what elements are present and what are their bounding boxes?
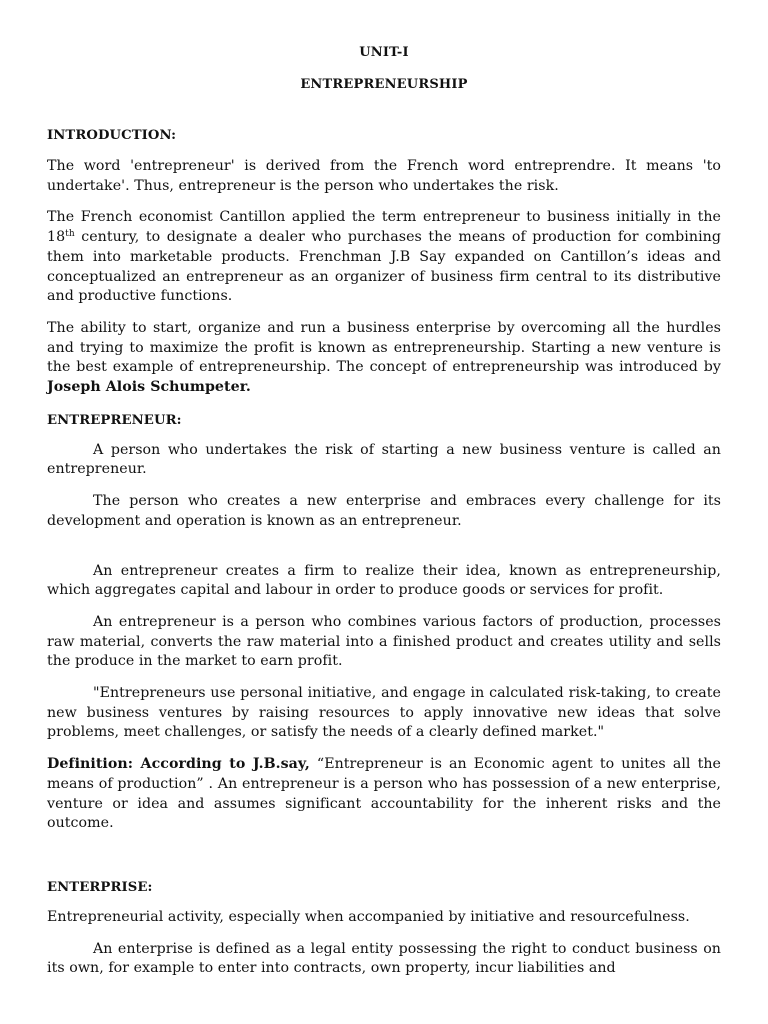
intro-paragraph-3: The ability to start, organize and run a business enterprise by overcoming all the hurdles and trying to maximize the profit is known as entrepreneurship. Starting a new venture is the best example of entrepreneurship. The concept of entrepreneurship was introduced by Joseph Alois Schumpeter.	[47, 319, 721, 396]
enterprise-paragraph-2: An enterprise is defined as a legal entity possessing the right to conduct business on its own, for example to enter into contracts, own property, incur liabilities and	[47, 940, 721, 977]
entrepreneur-quote: "Entrepreneurs use personal initiative, and engage in calculated risk-taking, to create new business ventures by raising resources to apply innovative new ideas that solve problems, meet challenges, or satisfy the needs of a clearly defined market."	[47, 685, 721, 741]
entrepreneur-paragraph-1: A person who undertakes the risk of starting a new business venture is called an entrepreneur.	[47, 441, 721, 478]
intro-paragraph-1: The word 'entrepreneur' is derived from the French word entreprendre. It means 'to undertake'. Thus, entrepreneur is the person who undertakes the risk.	[47, 158, 721, 194]
introduction-heading: INTRODUCTION:	[47, 128, 177, 143]
document-page	[47, 40, 721, 979]
intro-paragraph-2: The French economist Cantillon applied the term entrepreneur to business initially in the 18th century, to designate a dealer who purchases the means of production for combining them into marketable products. Frenchman J.B Say expanded on Cantillon’s ideas and conceptualized an entrepreneur as an organizer of business firm central to its distributive and productive functions.	[47, 209, 721, 305]
entrepreneur-heading: ENTREPRENEUR:	[47, 412, 182, 428]
superscript-th: th	[65, 229, 75, 240]
entrepreneur-paragraph-4: An entrepreneur is a person who combines various factors of production, processes raw material, converts the raw material into a finished product and creates utility and sells the produce in the market to earn profit.	[47, 613, 721, 670]
enterprise-heading: ENTERPRISE:	[47, 879, 153, 895]
entrepreneur-paragraph-3: An entrepreneur creates a firm to realize their idea, known as entrepreneurship, which aggregates capital and labour in order to produce goods or services for profit.	[47, 562, 721, 599]
document-title: ENTREPRENEURSHIP	[300, 77, 468, 92]
entrepreneur-paragraph-2: The person who creates a new enterprise and embraces every challenge for its development and operation is known as an entrepreneur.	[47, 493, 721, 529]
schumpeter-name: Joseph Alois Schumpeter.	[47, 379, 251, 396]
definition-label: Definition: According to J.B.say,	[47, 756, 310, 773]
enterprise-paragraph-1: Entrepreneurial activity, especially when accompanied by initiative and resourcefulness.	[47, 908, 690, 925]
unit-title: UNIT-I	[359, 45, 409, 60]
definition-paragraph: Definition: According to J.B.say, “Entrepreneur is an Economic agent to unites all the means of production” . An entrepreneur is a person who has possession of a new enterprise, venture or idea and assumes significant accountability for the inherent risks and the outcome.	[47, 756, 721, 832]
